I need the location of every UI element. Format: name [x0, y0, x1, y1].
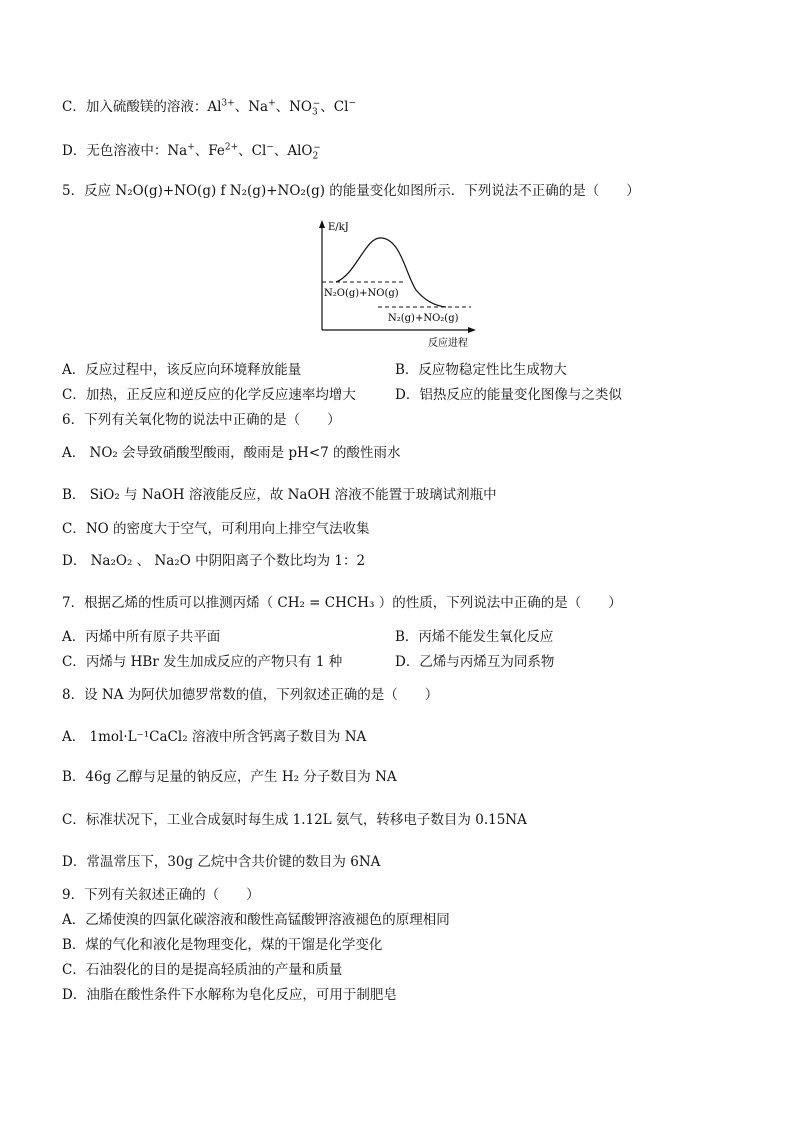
q8-option-b: B．46g 乙醇与足量的钠反应，产生 H₂ 分子数目为 NA	[62, 769, 397, 785]
q9-option-a: A．乙烯使溴的四氯化碳溶液和酸性高锰酸钾溶液褪色的原理相同	[62, 912, 450, 928]
q9-stem: 9．下列有关叙述正确的（ ）	[62, 887, 260, 903]
q6-option-a: A． NO₂ 会导致硝酸型酸雨，酸雨是 pH<7 的酸性雨水	[62, 445, 401, 461]
q5-equation: N₂O(g)+NO(g) f N₂(g)+NO₂(g)	[115, 183, 325, 199]
q7-option-b: B．丙烯不能发生氧化反应	[395, 629, 554, 645]
product-label: N₂(g)+NO₂(g)	[388, 313, 459, 324]
q8-option-d: D．常温常压下，30g 乙烷中含共价键的数目为 6NA	[62, 854, 381, 870]
q8-option-a: A． 1mol·L⁻¹CaCl₂ 溶液中所含钙离子数目为 NA	[62, 729, 367, 745]
x-axis-arrow	[468, 327, 476, 333]
q9-option-b: B．煤的气化和液化是物理变化，煤的干馏是化学变化	[62, 937, 383, 953]
q7-option-d: D．乙烯与丙烯互为同系物	[395, 654, 555, 670]
q6-option-d: D． Na₂O₂ 、 Na₂O 中阴阳离子个数比均为 1：2	[62, 553, 366, 569]
q7-option-c: C．丙烯与 HBr 发生加成反应的产物只有 1 种	[62, 654, 343, 670]
x-axis-label: 反应进程	[428, 338, 468, 349]
y-axis-arrow	[319, 220, 325, 228]
energy-diagram	[316, 220, 476, 350]
q8-stem: 8．设 NA 为阿伏加德罗常数的值，下列叙述正确的是（ ）	[62, 687, 439, 703]
q6-stem: 6．下列有关氧化物的说法中正确的是（ ）	[62, 412, 341, 428]
q7-stem: 7．根据乙烯的性质可以推测丙烯（ CH₂ = CHCH₃ ）的性质，下列说法中正确的是（ ）	[62, 595, 622, 611]
q5-option-a: A．反应过程中，该反应向环境释放能量	[62, 362, 302, 378]
q6-option-b: B． SiO₂ 与 NaOH 溶液能反应，故 NaOH 溶液不能置于玻璃试剂瓶中	[62, 487, 497, 503]
q4-option-d: D．无色溶液中：Na+、$Fe^{2+}$、Cl−、AlO$_2$−	[62, 142, 321, 162]
q5-stem: 5．反应 N₂O(g)+NO(g) f N₂(g)+NO₂(g) 的能量变化如图所示．下列说法不正确的是（ ）	[62, 183, 640, 199]
q9-option-d: D．油脂在酸性条件下水解称为皂化反应，可用于制肥皂	[62, 987, 397, 1003]
q9-option-c: C．石油裂化的目的是提高轻质油的产量和质量	[62, 962, 343, 978]
q7-option-a: A．丙烯中所有原子共平面	[62, 629, 221, 645]
q5-option-d: D．铝热反应的能量变化图像与之类似	[395, 387, 622, 403]
y-axis-label: E/kJ	[328, 222, 349, 233]
q5-option-c: C．加热，正反应和逆反应的化学反应速率均增大	[62, 387, 356, 403]
q4-option-c: C．加入硫酸镁的溶液：$Al^{3+}$、Na+、$NO_3^-$、Cl−	[62, 98, 356, 118]
q8-option-c: C．标准状况下，工业合成氨时每生成 1.12L 氨气，转移电子数目为 0.15NA	[62, 812, 527, 828]
q6-option-c: C．NO 的密度大于空气，可利用向上排空气法收集	[62, 521, 370, 537]
q5-option-b: B．反应物稳定性比生成物大	[395, 362, 567, 378]
reactant-label: N₂O(g)+NO(g)	[324, 288, 399, 299]
